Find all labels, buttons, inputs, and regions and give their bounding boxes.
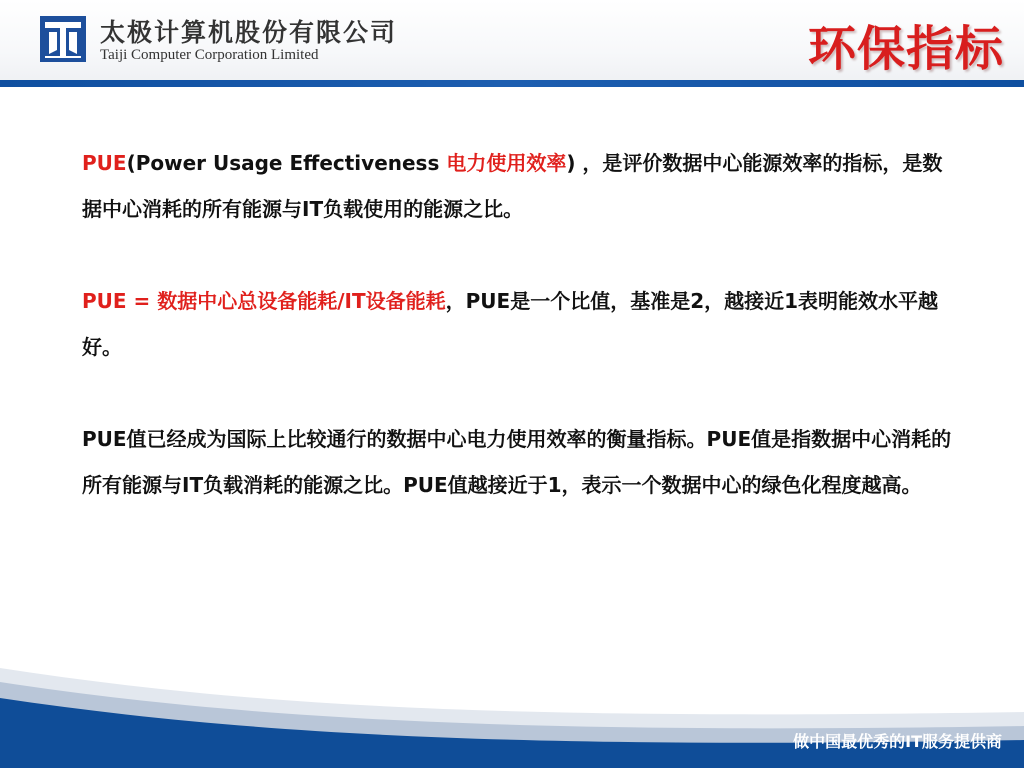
footer-slogan: 做中国最优秀的IT服务提供商 bbox=[793, 732, 1002, 751]
pue-formula: PUE = 数据中心总设备能耗/IT设备能耗 bbox=[82, 289, 446, 313]
pue-standard-text: PUE值已经成为国际上比较通行的数据中心电力使用效率的衡量指标。PUE值是指数据中心消耗的所有能源与IT负载消耗的能源之比。PUE值越接近于1，表示一个数据中心的绿色化程度越高。 bbox=[82, 427, 952, 497]
paragraph-pue-definition bbox=[82, 140, 952, 232]
footer-wave-band bbox=[0, 668, 1024, 768]
header-divider bbox=[0, 80, 1024, 87]
company-name-en: Taiji Computer Corporation Limited bbox=[100, 47, 319, 63]
pue-formula-note: ，PUE是一个比值，基准是2，越接近1表明能效水平越好。 bbox=[82, 289, 939, 359]
paragraph-pue-standard bbox=[82, 416, 952, 508]
slide-body bbox=[82, 140, 952, 554]
paragraph-pue-formula bbox=[82, 278, 952, 370]
pue-definition-text: ) ，是评价数据中心能源效率的指标，是数据中心消耗的所有能源与IT负载使用的能源之比。 bbox=[82, 151, 943, 221]
taiji-logo-icon bbox=[40, 16, 86, 62]
pue-full-name: (Power Usage Effectiveness bbox=[126, 151, 447, 175]
pue-cn-name: 电力使用效率 bbox=[446, 151, 567, 175]
company-name-cn: 太极计算机股份有限公司 bbox=[100, 18, 398, 47]
pue-term: PUE bbox=[82, 151, 127, 175]
slide-title: 环保指标 bbox=[807, 21, 1004, 77]
